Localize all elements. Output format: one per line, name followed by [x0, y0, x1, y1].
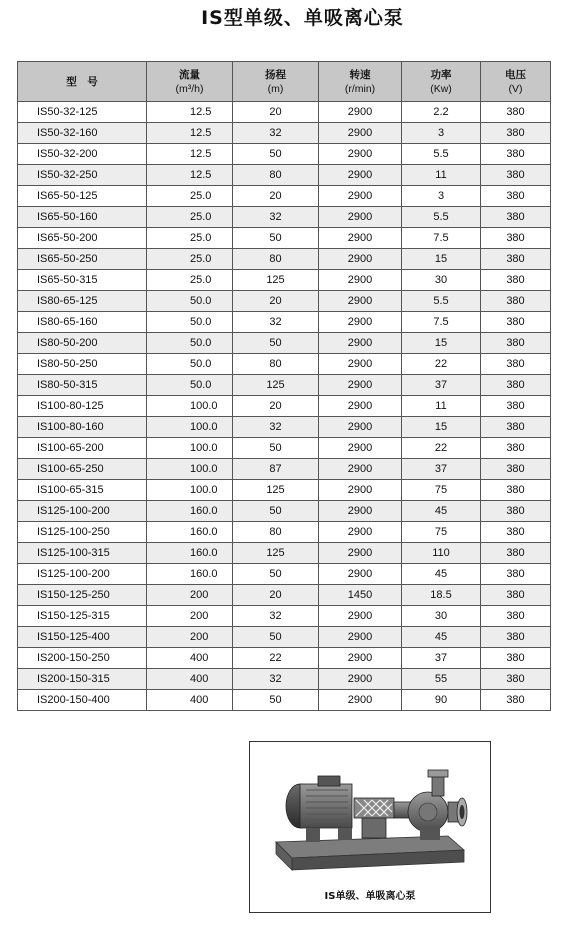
- flow-cell: 50.0: [147, 354, 233, 375]
- model-cell: IS80-50-250: [18, 354, 147, 375]
- speed-cell: 2900: [319, 669, 402, 690]
- power-cell: 75: [402, 480, 481, 501]
- speed-cell: 2900: [319, 417, 402, 438]
- flow-cell: 50.0: [147, 291, 233, 312]
- head-cell: 125: [233, 543, 319, 564]
- table-row: [18, 669, 551, 690]
- power-cell: 75: [402, 522, 481, 543]
- model-cell: IS150-125-400: [18, 627, 147, 648]
- model-cell: IS50-32-200: [18, 144, 147, 165]
- head-cell: 22: [233, 648, 319, 669]
- speed-cell: 2900: [319, 522, 402, 543]
- column-header: [233, 62, 319, 102]
- power-cell: 5.5: [402, 291, 481, 312]
- model-cell: IS80-65-160: [18, 312, 147, 333]
- power-cell: 18.5: [402, 585, 481, 606]
- voltage-cell: 380: [481, 669, 551, 690]
- voltage-cell: 380: [481, 438, 551, 459]
- centrifugal-pump-image: [258, 750, 482, 880]
- model-cell: IS100-80-125: [18, 396, 147, 417]
- flow-cell: 160.0: [147, 564, 233, 585]
- power-cell: 5.5: [402, 144, 481, 165]
- head-cell: 50: [233, 564, 319, 585]
- column-header-unit: (m): [267, 82, 284, 95]
- voltage-cell: 380: [481, 270, 551, 291]
- voltage-cell: 380: [481, 102, 551, 123]
- head-cell: 87: [233, 459, 319, 480]
- power-cell: 90: [402, 690, 481, 711]
- speed-cell: 2900: [319, 648, 402, 669]
- flow-cell: 160.0: [147, 501, 233, 522]
- power-cell: 15: [402, 417, 481, 438]
- model-cell: IS125-100-315: [18, 543, 147, 564]
- model-cell: IS80-50-315: [18, 375, 147, 396]
- head-cell: 80: [233, 249, 319, 270]
- model-cell: IS200-150-250: [18, 648, 147, 669]
- flow-cell: 25.0: [147, 270, 233, 291]
- voltage-cell: 380: [481, 186, 551, 207]
- speed-cell: 2900: [319, 291, 402, 312]
- column-header-label: 功率: [430, 68, 452, 81]
- column-header: [147, 62, 233, 102]
- table-row: [18, 207, 551, 228]
- table-row: [18, 375, 551, 396]
- head-cell: 125: [233, 480, 319, 501]
- table-row: [18, 438, 551, 459]
- speed-cell: 2900: [319, 123, 402, 144]
- head-cell: 50: [233, 501, 319, 522]
- flow-cell: 200: [147, 606, 233, 627]
- column-header-unit: (V): [508, 82, 523, 95]
- flow-cell: 400: [147, 669, 233, 690]
- model-cell: IS125-100-200: [18, 564, 147, 585]
- column-header-label: 扬程: [265, 68, 286, 81]
- voltage-cell: 380: [481, 480, 551, 501]
- page-title: IS型单级、单吸离心泵: [201, 7, 404, 29]
- table-row: [18, 564, 551, 585]
- model-cell: IS100-65-200: [18, 438, 147, 459]
- flow-cell: 160.0: [147, 522, 233, 543]
- model-cell: IS50-32-250: [18, 165, 147, 186]
- model-cell: IS100-65-250: [18, 459, 147, 480]
- model-cell: IS200-150-315: [18, 669, 147, 690]
- speed-cell: 2900: [319, 606, 402, 627]
- column-header-unit: (r/min): [344, 82, 376, 95]
- flow-cell: 100.0: [147, 480, 233, 501]
- head-cell: 50: [233, 333, 319, 354]
- head-cell: 32: [233, 606, 319, 627]
- model-cell: IS100-80-160: [18, 417, 147, 438]
- table-row: [18, 228, 551, 249]
- power-cell: 30: [402, 606, 481, 627]
- voltage-cell: 380: [481, 396, 551, 417]
- power-cell: 30: [402, 270, 481, 291]
- pump-spec-table: [17, 61, 551, 711]
- head-cell: 20: [233, 102, 319, 123]
- speed-cell: 2900: [319, 459, 402, 480]
- table-row: [18, 354, 551, 375]
- column-header-label: 流量: [179, 68, 200, 81]
- column-header: [481, 62, 551, 102]
- table-row: [18, 480, 551, 501]
- table-row: [18, 501, 551, 522]
- voltage-cell: 380: [481, 417, 551, 438]
- speed-cell: 2900: [319, 564, 402, 585]
- voltage-cell: 380: [481, 291, 551, 312]
- head-cell: 32: [233, 207, 319, 228]
- power-cell: 3: [402, 186, 481, 207]
- speed-cell: 2900: [319, 186, 402, 207]
- speed-cell: 2900: [319, 144, 402, 165]
- model-cell: IS200-150-400: [18, 690, 147, 711]
- table-header-row: [18, 62, 551, 102]
- model-cell: IS100-65-315: [18, 480, 147, 501]
- voltage-cell: 380: [481, 165, 551, 186]
- voltage-cell: 380: [481, 375, 551, 396]
- power-cell: 5.5: [402, 207, 481, 228]
- flow-cell: 25.0: [147, 228, 233, 249]
- power-cell: 37: [402, 375, 481, 396]
- head-cell: 50: [233, 144, 319, 165]
- flow-cell: 50.0: [147, 375, 233, 396]
- head-cell: 20: [233, 396, 319, 417]
- speed-cell: 2900: [319, 102, 402, 123]
- head-cell: 125: [233, 375, 319, 396]
- speed-cell: 2900: [319, 690, 402, 711]
- flow-cell: 25.0: [147, 186, 233, 207]
- voltage-cell: 380: [481, 543, 551, 564]
- table-row: [18, 585, 551, 606]
- power-cell: 22: [402, 438, 481, 459]
- speed-cell: 2900: [319, 207, 402, 228]
- head-cell: 20: [233, 585, 319, 606]
- speed-cell: 2900: [319, 249, 402, 270]
- head-cell: 32: [233, 417, 319, 438]
- flow-cell: 50.0: [147, 312, 233, 333]
- speed-cell: 2900: [319, 627, 402, 648]
- power-cell: 7.5: [402, 312, 481, 333]
- head-cell: 32: [233, 669, 319, 690]
- voltage-cell: 380: [481, 354, 551, 375]
- model-cell: IS65-50-250: [18, 249, 147, 270]
- model-cell: IS65-50-200: [18, 228, 147, 249]
- product-photo-panel: [249, 741, 491, 913]
- table-row: [18, 312, 551, 333]
- head-cell: 50: [233, 690, 319, 711]
- flow-cell: 12.5: [147, 123, 233, 144]
- speed-cell: 2900: [319, 438, 402, 459]
- model-cell: IS50-32-125: [18, 102, 147, 123]
- voltage-cell: 380: [481, 207, 551, 228]
- column-header-unit: (m³/h): [175, 82, 204, 95]
- voltage-cell: 380: [481, 522, 551, 543]
- speed-cell: 2900: [319, 228, 402, 249]
- table-row: [18, 270, 551, 291]
- table-row: [18, 417, 551, 438]
- voltage-cell: 380: [481, 648, 551, 669]
- voltage-cell: 380: [481, 627, 551, 648]
- voltage-cell: 380: [481, 123, 551, 144]
- power-cell: 7.5: [402, 228, 481, 249]
- speed-cell: 2900: [319, 396, 402, 417]
- power-cell: 37: [402, 459, 481, 480]
- head-cell: 80: [233, 354, 319, 375]
- column-header-label: 型 号: [66, 75, 98, 88]
- power-cell: 110: [402, 543, 481, 564]
- table-body: [18, 102, 551, 711]
- table-row: [18, 144, 551, 165]
- column-header-label: 电压: [505, 68, 526, 81]
- voltage-cell: 380: [481, 585, 551, 606]
- table-row: [18, 459, 551, 480]
- head-cell: 20: [233, 291, 319, 312]
- head-cell: 32: [233, 312, 319, 333]
- model-cell: IS65-50-125: [18, 186, 147, 207]
- head-cell: 20: [233, 186, 319, 207]
- table-row: [18, 606, 551, 627]
- voltage-cell: 380: [481, 228, 551, 249]
- power-cell: 22: [402, 354, 481, 375]
- head-cell: 32: [233, 123, 319, 144]
- voltage-cell: 380: [481, 501, 551, 522]
- table-row: [18, 333, 551, 354]
- model-cell: IS65-50-315: [18, 270, 147, 291]
- speed-cell: 2900: [319, 543, 402, 564]
- power-cell: 11: [402, 165, 481, 186]
- flow-cell: 100.0: [147, 438, 233, 459]
- flow-cell: 400: [147, 690, 233, 711]
- voltage-cell: 380: [481, 564, 551, 585]
- flow-cell: 160.0: [147, 543, 233, 564]
- power-cell: 45: [402, 627, 481, 648]
- head-cell: 125: [233, 270, 319, 291]
- power-cell: 37: [402, 648, 481, 669]
- model-cell: IS125-100-200: [18, 501, 147, 522]
- head-cell: 80: [233, 522, 319, 543]
- table-row: [18, 165, 551, 186]
- flow-cell: 12.5: [147, 144, 233, 165]
- model-cell: IS150-125-315: [18, 606, 147, 627]
- table-row: [18, 102, 551, 123]
- model-cell: IS80-50-200: [18, 333, 147, 354]
- speed-cell: 2900: [319, 501, 402, 522]
- speed-cell: 2900: [319, 333, 402, 354]
- voltage-cell: 380: [481, 249, 551, 270]
- speed-cell: 2900: [319, 165, 402, 186]
- table-row: [18, 249, 551, 270]
- table-row: [18, 522, 551, 543]
- table-row: [18, 543, 551, 564]
- table-row: [18, 123, 551, 144]
- flow-cell: 12.5: [147, 102, 233, 123]
- table-row: [18, 396, 551, 417]
- head-cell: 50: [233, 438, 319, 459]
- column-header: [319, 62, 402, 102]
- speed-cell: 2900: [319, 354, 402, 375]
- head-cell: 50: [233, 627, 319, 648]
- model-cell: IS50-32-160: [18, 123, 147, 144]
- table-row: [18, 690, 551, 711]
- voltage-cell: 380: [481, 606, 551, 627]
- table-row: [18, 186, 551, 207]
- flow-cell: 100.0: [147, 417, 233, 438]
- power-cell: 3: [402, 123, 481, 144]
- speed-cell: 2900: [319, 270, 402, 291]
- flow-cell: 200: [147, 585, 233, 606]
- flow-cell: 25.0: [147, 249, 233, 270]
- speed-cell: 1450: [319, 585, 402, 606]
- flow-cell: 25.0: [147, 207, 233, 228]
- power-cell: 11: [402, 396, 481, 417]
- voltage-cell: 380: [481, 690, 551, 711]
- column-header-label: 转速: [349, 68, 371, 81]
- power-cell: 55: [402, 669, 481, 690]
- flow-cell: 12.5: [147, 165, 233, 186]
- power-cell: 2.2: [402, 102, 481, 123]
- photo-caption: IS单级、单吸离心泵: [324, 891, 416, 902]
- model-cell: IS150-125-250: [18, 585, 147, 606]
- power-cell: 45: [402, 564, 481, 585]
- head-cell: 80: [233, 165, 319, 186]
- table-row: [18, 648, 551, 669]
- flow-cell: 400: [147, 648, 233, 669]
- head-cell: 50: [233, 228, 319, 249]
- voltage-cell: 380: [481, 333, 551, 354]
- voltage-cell: 380: [481, 459, 551, 480]
- column-header-unit: (Kw): [430, 82, 452, 95]
- speed-cell: 2900: [319, 480, 402, 501]
- flow-cell: 100.0: [147, 396, 233, 417]
- table-row: [18, 627, 551, 648]
- power-cell: 15: [402, 333, 481, 354]
- voltage-cell: 380: [481, 312, 551, 333]
- flow-cell: 50.0: [147, 333, 233, 354]
- voltage-cell: 380: [481, 144, 551, 165]
- model-cell: IS125-100-250: [18, 522, 147, 543]
- model-cell: IS80-65-125: [18, 291, 147, 312]
- column-header: [402, 62, 481, 102]
- power-cell: 45: [402, 501, 481, 522]
- speed-cell: 2900: [319, 375, 402, 396]
- table-row: [18, 291, 551, 312]
- column-header: [18, 62, 147, 102]
- model-cell: IS65-50-160: [18, 207, 147, 228]
- flow-cell: 200: [147, 627, 233, 648]
- flow-cell: 100.0: [147, 459, 233, 480]
- speed-cell: 2900: [319, 312, 402, 333]
- power-cell: 15: [402, 249, 481, 270]
